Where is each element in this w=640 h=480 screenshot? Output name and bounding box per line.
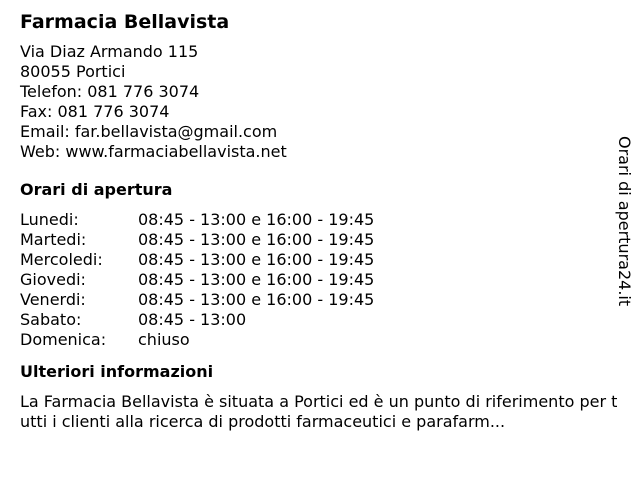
info-heading: Ulteriori informazioni <box>20 362 214 381</box>
day-label: Giovedi: <box>20 270 86 289</box>
phone-line: Telefon: 081 776 3074 <box>20 82 200 101</box>
address-street: Via Diaz Armando 115 <box>20 42 199 61</box>
hours-row-monday <box>20 210 610 230</box>
hours-row-wednesday <box>20 250 610 270</box>
day-hours: 08:45 - 13:00 e 16:00 - 19:45 <box>138 290 375 309</box>
address-city: 80055 Portici <box>20 62 126 81</box>
email-line: Email: far.bellavista@gmail.com <box>20 122 278 141</box>
hours-row-thursday <box>20 270 610 290</box>
pharmacy-card <box>20 10 618 432</box>
hours-row-friday <box>20 290 610 310</box>
info-description: La Farmacia Bellavista è situata a Portici ed è un punto di riferimento per tutti i clienti alla ricerca di prodotti farmaceutici e parafarm... <box>20 392 618 431</box>
hours-row-saturday <box>20 310 610 330</box>
day-label: Venerdi: <box>20 290 86 309</box>
hours-row-sunday <box>20 330 610 350</box>
fax-line: Fax: 081 776 3074 <box>20 102 170 121</box>
day-hours: 08:45 - 13:00 <box>138 310 247 329</box>
web-line: Web: www.farmaciabellavista.net <box>20 142 287 161</box>
day-label: Martedi: <box>20 230 87 249</box>
day-label: Mercoledi: <box>20 250 103 269</box>
hours-row-tuesday <box>20 230 610 250</box>
contact-block <box>20 42 610 162</box>
day-hours: 08:45 - 13:00 e 16:00 - 19:45 <box>138 270 375 289</box>
day-hours: 08:45 - 13:00 e 16:00 - 19:45 <box>138 210 375 229</box>
day-label: Sabato: <box>20 310 82 329</box>
site-watermark: Orari di apertura24.it <box>615 136 634 307</box>
day-label: Lunedi: <box>20 210 79 229</box>
day-hours: chiuso <box>138 330 190 349</box>
day-hours: 08:45 - 13:00 e 16:00 - 19:45 <box>138 250 375 269</box>
page-title: Farmacia Bellavista <box>20 11 230 33</box>
day-hours: 08:45 - 13:00 e 16:00 - 19:45 <box>138 230 375 249</box>
day-label: Domenica: <box>20 330 107 349</box>
hours-heading: Orari di apertura <box>20 180 173 199</box>
hours-table <box>20 210 610 350</box>
